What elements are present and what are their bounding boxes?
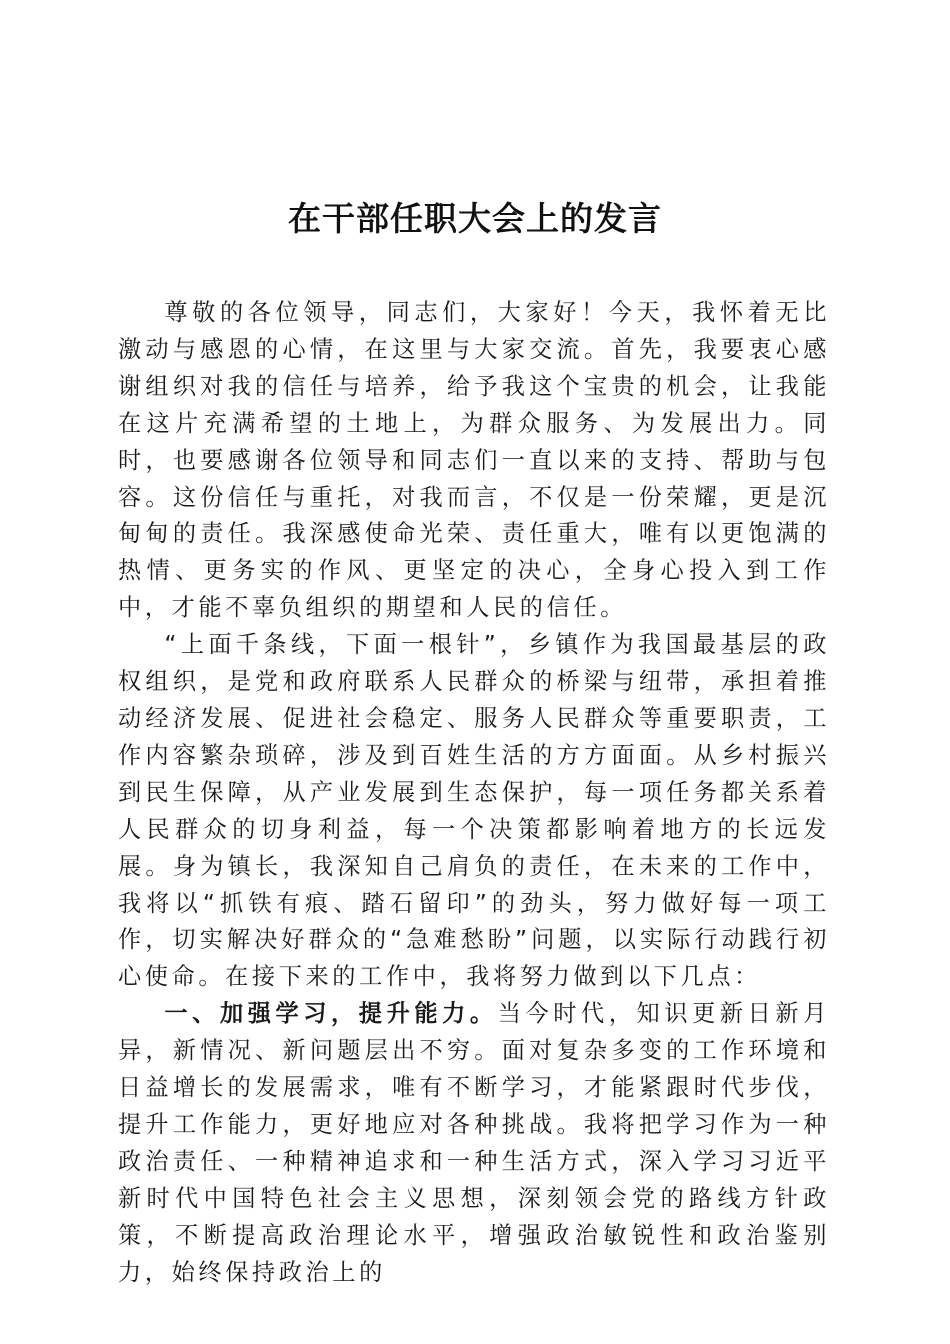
- document-body: [118, 295, 830, 1291]
- document-title: 在干部任职大会上的发言: [288, 199, 662, 238]
- paragraph-opening: 尊敬的各位领导，同志们，大家好！今天，我怀着无比激动与感恩的心情，在这里与大家交流。首先，我要衷心感谢组织对我的信任与培养，给予我这个宝贵的机会，让我能在这片充满希望的土地上，为群众服务、为发展出力。同时，也要感谢各位领导和同志们一直以来的支持、帮助与包容。这份信任与重托，对我而言，不仅是一份荣耀，更是沉甸甸的责任。我深感使命光荣、责任重大，唯有以更饱满的热情、更务实的作风、更坚定的决心，全身心投入到工作中，才能不辜负组织的期望和人民的信任。: [118, 299, 830, 622]
- paragraph-context: “上面千条线，下面一根针”，乡镇作为我国最基层的政权组织，是党和政府联系人民群众的桥梁与纽带，承担着推动经济发展、促进社会稳定、服务人民群众等重要职责，工作内容繁杂琐碎，涉及到百姓生活的方方面面。从乡村振兴到民生保障，从产业发展到生态保护，每一项任务都关系着人民群众的切身利益，每一个决策都影响着地方的长远发展。身为镇长，我深知自己肩负的责任，在未来的工作中，我将以“抓铁有痕、踏石留印”的劲头，努力做好每一项工作，切实解决好群众的“急难愁盼”问题，以实际行动践行初心使命。在接下来的工作中，我将努力做到以下几点：: [118, 631, 830, 991]
- section-1-text: 当今时代，知识更新日新月异，新情况、新问题层出不穷。面对复杂多变的工作环境和日益增长的发展需求，唯有不断学习，才能紧跟时代步伐，提升工作能力，更好地应对各种挑战。我将把学习作为一种政治责任、一种精神追求和一种生活方式，深入学习习近平新时代中国特色社会主义思想，深刻领会党的路线方针政策，不断提高政治理论水平，增强政治敏锐性和政治鉴别力，始终保持政治上的: [118, 1000, 830, 1286]
- paragraph-section-1: [118, 996, 830, 1291]
- section-1-heading: 一、加强学习，提升能力。: [164, 1000, 498, 1028]
